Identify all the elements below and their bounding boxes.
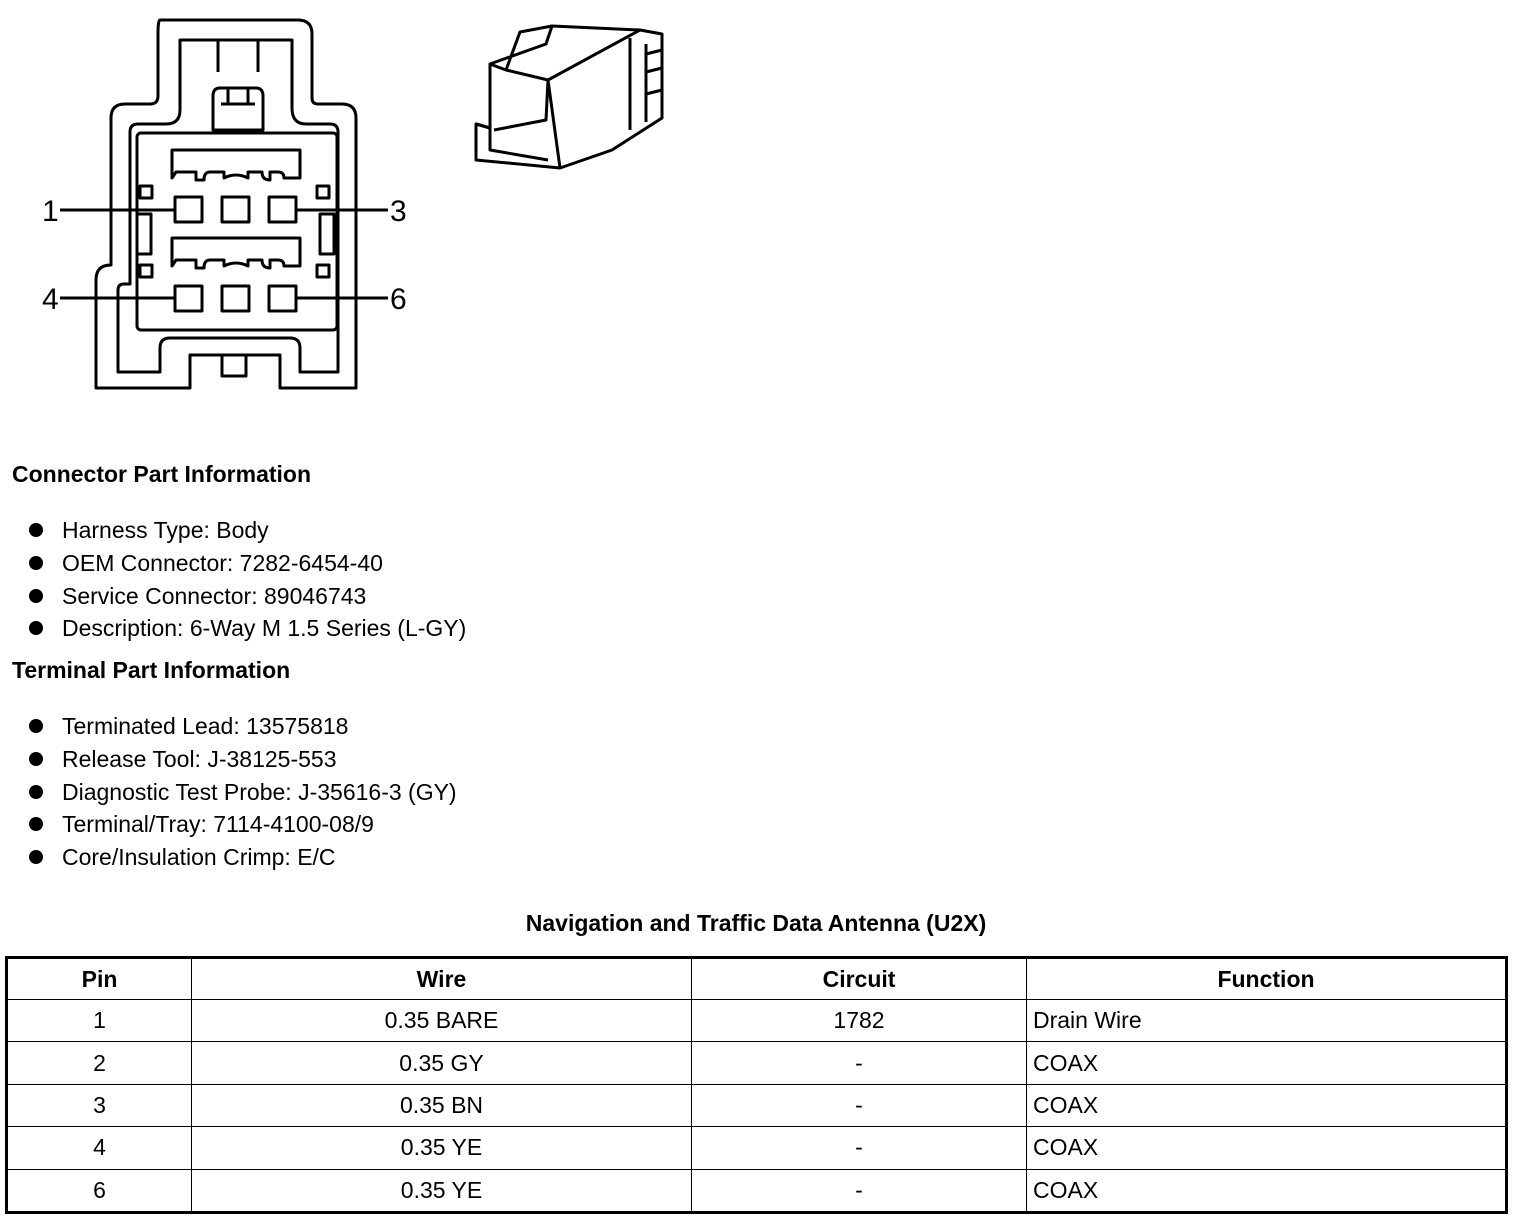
cell-pin: 2 bbox=[7, 1042, 192, 1084]
column-header-wire: Wire bbox=[192, 958, 692, 1000]
cell-wire: 0.35 GY bbox=[192, 1042, 692, 1084]
list-item: Diagnostic Test Probe: J-35616-3 (GY) bbox=[28, 775, 457, 808]
table-row bbox=[7, 1084, 1507, 1126]
cell-function: Drain Wire bbox=[1027, 1000, 1507, 1042]
table-row bbox=[7, 1000, 1507, 1042]
table-title: Navigation and Traffic Data Antenna (U2X) bbox=[525, 910, 987, 936]
table-row bbox=[7, 1042, 1507, 1084]
list-item: Release Tool: J-38125-553 bbox=[28, 743, 457, 776]
cell-function: COAX bbox=[1027, 1127, 1507, 1169]
list-item: Service Connector: 89046743 bbox=[28, 579, 466, 612]
cell-function: COAX bbox=[1027, 1042, 1507, 1084]
bullet-icon bbox=[29, 850, 43, 864]
list-item: Description: 6-Way M 1.5 Series (L-GY) bbox=[28, 612, 466, 645]
column-header-pin: Pin bbox=[7, 958, 192, 1000]
cell-wire: 0.35 BN bbox=[192, 1084, 692, 1126]
cell-wire: 0.35 YE bbox=[192, 1169, 692, 1212]
cavity-pin-5 bbox=[222, 286, 249, 311]
pinout-table bbox=[5, 956, 1508, 1214]
list-item: OEM Connector: 7282-6454-40 bbox=[28, 547, 466, 580]
cell-circuit: - bbox=[692, 1169, 1027, 1212]
bullet-icon bbox=[29, 556, 43, 570]
cavity-pin-4 bbox=[175, 286, 202, 311]
latch bbox=[218, 40, 258, 72]
list-item: Terminal/Tray: 7114-4100-08/9 bbox=[28, 808, 457, 841]
terminal-part-info-list bbox=[28, 710, 457, 873]
list-item: Core/Insulation Crimp: E/C bbox=[28, 841, 457, 874]
list-item: Terminated Lead: 13575818 bbox=[28, 710, 457, 743]
connector-part-info-heading: Connector Part Information bbox=[12, 461, 312, 487]
pin-label-3: 3 bbox=[390, 195, 407, 228]
cell-pin: 1 bbox=[7, 1000, 192, 1042]
cell-circuit: - bbox=[692, 1042, 1027, 1084]
cell-pin: 4 bbox=[7, 1127, 192, 1169]
cavity-pin-2 bbox=[222, 197, 249, 222]
upper-retainer bbox=[172, 150, 300, 180]
bullet-icon bbox=[29, 589, 43, 603]
cell-function: COAX bbox=[1027, 1169, 1507, 1212]
bullet-icon bbox=[29, 621, 43, 635]
cavity-pin-3 bbox=[269, 197, 296, 222]
connector-diagram bbox=[0, 0, 700, 400]
pin-label-4: 4 bbox=[42, 283, 59, 316]
pin-label-1: 1 bbox=[42, 195, 59, 228]
lower-retainer bbox=[172, 238, 300, 268]
cell-wire: 0.35 YE bbox=[192, 1127, 692, 1169]
column-header-circuit: Circuit bbox=[692, 958, 1027, 1000]
bullet-icon bbox=[29, 719, 43, 733]
terminal-part-info-heading: Terminal Part Information bbox=[12, 657, 291, 683]
cavity-block bbox=[137, 133, 337, 330]
connector-outer-outline bbox=[96, 20, 356, 388]
bullet-icon bbox=[29, 817, 43, 831]
cell-circuit: 1782 bbox=[692, 1000, 1027, 1042]
bullet-icon bbox=[29, 752, 43, 766]
bullet-icon bbox=[29, 785, 43, 799]
table-row bbox=[7, 1169, 1507, 1212]
connector-3d-view bbox=[476, 26, 662, 168]
connector-part-info-list bbox=[28, 514, 466, 645]
cavity-pin-1 bbox=[175, 197, 202, 222]
cell-circuit: - bbox=[692, 1084, 1027, 1126]
table-row bbox=[7, 1127, 1507, 1169]
cell-wire: 0.35 BARE bbox=[192, 1000, 692, 1042]
column-header-function: Function bbox=[1027, 958, 1507, 1000]
cell-circuit: - bbox=[692, 1127, 1027, 1169]
cell-function: COAX bbox=[1027, 1084, 1507, 1126]
list-item: Harness Type: Body bbox=[28, 514, 466, 547]
pin-label-6: 6 bbox=[390, 283, 407, 316]
cell-pin: 6 bbox=[7, 1169, 192, 1212]
cavity-pin-6 bbox=[269, 286, 296, 311]
bullet-icon bbox=[29, 523, 43, 537]
table-header-row bbox=[7, 958, 1507, 1000]
cell-pin: 3 bbox=[7, 1084, 192, 1126]
